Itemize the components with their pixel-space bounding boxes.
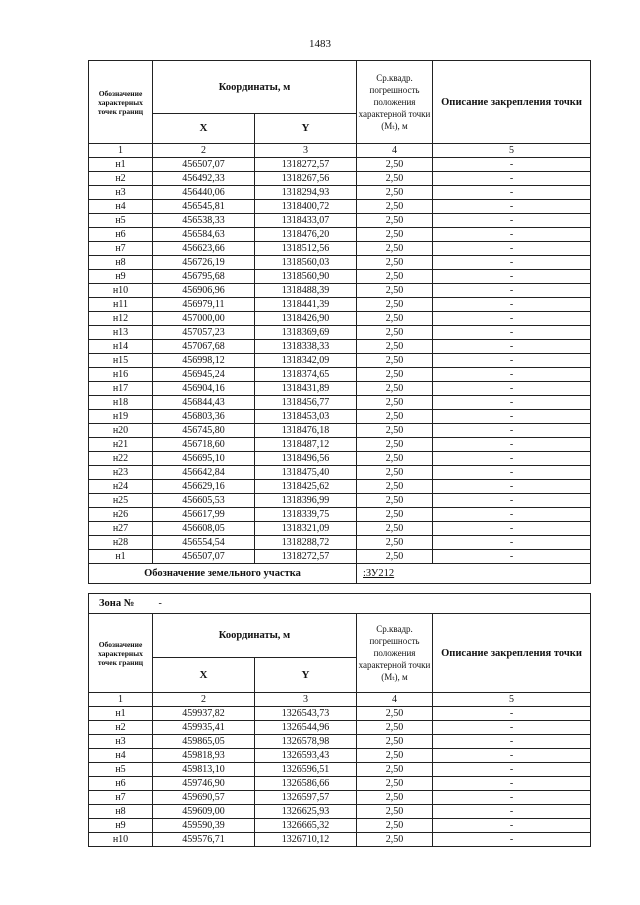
error-value: 2,50	[357, 158, 433, 172]
table-row	[89, 214, 591, 228]
y-coordinate: 1318512,56	[255, 242, 357, 256]
table-row	[89, 791, 591, 805]
y-coordinate: 1326597,57	[255, 791, 357, 805]
y-coordinate: 1318476,18	[255, 424, 357, 438]
description: -	[433, 270, 591, 284]
description: -	[433, 242, 591, 256]
y-coordinate: 1318267,56	[255, 172, 357, 186]
point-name: н12	[89, 312, 153, 326]
error-value: 2,50	[357, 791, 433, 805]
description: -	[433, 805, 591, 819]
error-value: 2,50	[357, 819, 433, 833]
table-row	[89, 707, 591, 721]
point-name: н5	[89, 763, 153, 777]
y-coordinate: 1318272,57	[255, 158, 357, 172]
x-coordinate: 456803,36	[153, 410, 255, 424]
y-coordinate: 1326593,43	[255, 749, 357, 763]
x-coordinate: 459576,71	[153, 833, 255, 847]
y-coordinate: 1318425,62	[255, 480, 357, 494]
description: -	[433, 200, 591, 214]
y-coordinate: 1326625,93	[255, 805, 357, 819]
y-coordinate: 1318374,65	[255, 368, 357, 382]
error-value: 2,50	[357, 424, 433, 438]
y-coordinate: 1318288,72	[255, 536, 357, 550]
y-coordinate: 1326586,66	[255, 777, 357, 791]
column-number: 4	[357, 693, 433, 707]
error-value: 2,50	[357, 438, 433, 452]
column-numbers-row	[89, 693, 591, 707]
header-y: Y	[255, 658, 357, 693]
error-value: 2,50	[357, 508, 433, 522]
parcel-value: :ЗУ212	[357, 564, 591, 584]
column-number: 1	[89, 144, 153, 158]
point-name: н18	[89, 396, 153, 410]
error-value: 2,50	[357, 494, 433, 508]
table-row	[89, 256, 591, 270]
header-error: Ср.квадр. погрешность положения характерной точки (Mₜ), м	[357, 61, 433, 144]
header-point-label: Обозначение характерных точек границ	[89, 614, 153, 693]
error-value: 2,50	[357, 707, 433, 721]
error-value: 2,50	[357, 172, 433, 186]
parcel-row	[89, 564, 591, 584]
x-coordinate: 456844,43	[153, 396, 255, 410]
x-coordinate: 459690,57	[153, 791, 255, 805]
table-row	[89, 536, 591, 550]
description: -	[433, 312, 591, 326]
error-value: 2,50	[357, 805, 433, 819]
point-name: н22	[89, 452, 153, 466]
table-row	[89, 438, 591, 452]
table-row	[89, 466, 591, 480]
x-coordinate: 456726,19	[153, 256, 255, 270]
description: -	[433, 172, 591, 186]
table-row	[89, 354, 591, 368]
description: -	[433, 256, 591, 270]
y-coordinate: 1318396,99	[255, 494, 357, 508]
x-coordinate: 457067,68	[153, 340, 255, 354]
column-number: 4	[357, 144, 433, 158]
x-coordinate: 456795,68	[153, 270, 255, 284]
y-coordinate: 1318476,20	[255, 228, 357, 242]
error-value: 2,50	[357, 536, 433, 550]
table-row	[89, 452, 591, 466]
table-row	[89, 763, 591, 777]
table-row	[89, 284, 591, 298]
zone-label: Зона №	[89, 594, 153, 614]
error-value: 2,50	[357, 763, 433, 777]
x-coordinate: 456617,99	[153, 508, 255, 522]
x-coordinate: 456906,96	[153, 284, 255, 298]
description: -	[433, 508, 591, 522]
x-coordinate: 456998,12	[153, 354, 255, 368]
description: -	[433, 791, 591, 805]
x-coordinate: 457057,23	[153, 326, 255, 340]
point-name: н9	[89, 819, 153, 833]
point-name: н7	[89, 242, 153, 256]
description: -	[433, 721, 591, 735]
description: -	[433, 466, 591, 480]
y-coordinate: 1318488,39	[255, 284, 357, 298]
y-coordinate: 1318487,12	[255, 438, 357, 452]
y-coordinate: 1318338,33	[255, 340, 357, 354]
column-number: 1	[89, 693, 153, 707]
x-coordinate: 456507,07	[153, 158, 255, 172]
column-number: 2	[153, 144, 255, 158]
x-coordinate: 457000,00	[153, 312, 255, 326]
y-coordinate: 1318321,09	[255, 522, 357, 536]
error-value: 2,50	[357, 382, 433, 396]
error-value: 2,50	[357, 550, 433, 564]
point-name: н5	[89, 214, 153, 228]
y-coordinate: 1318560,03	[255, 256, 357, 270]
y-coordinate: 1318400,72	[255, 200, 357, 214]
column-number: 3	[255, 693, 357, 707]
error-value: 2,50	[357, 340, 433, 354]
table-row	[89, 172, 591, 186]
header-coordinates: Координаты, м	[153, 614, 357, 658]
error-value: 2,50	[357, 284, 433, 298]
header-y: Y	[255, 114, 357, 144]
error-value: 2,50	[357, 242, 433, 256]
coordinates-table-1	[88, 60, 591, 584]
table-row	[89, 200, 591, 214]
description: -	[433, 707, 591, 721]
y-coordinate: 1318560,90	[255, 270, 357, 284]
point-name: н6	[89, 777, 153, 791]
page-number: 1483	[309, 38, 331, 50]
table-row	[89, 833, 591, 847]
table-row	[89, 326, 591, 340]
error-value: 2,50	[357, 270, 433, 284]
table-row	[89, 508, 591, 522]
description: -	[433, 424, 591, 438]
y-coordinate: 1318272,57	[255, 550, 357, 564]
x-coordinate: 459746,90	[153, 777, 255, 791]
table-row	[89, 410, 591, 424]
point-name: н2	[89, 721, 153, 735]
x-coordinate: 456979,11	[153, 298, 255, 312]
point-name: н1	[89, 707, 153, 721]
y-coordinate: 1318441,39	[255, 298, 357, 312]
description: -	[433, 536, 591, 550]
description: -	[433, 735, 591, 749]
y-coordinate: 1318426,90	[255, 312, 357, 326]
column-number: 5	[433, 144, 591, 158]
y-coordinate: 1326578,98	[255, 735, 357, 749]
error-value: 2,50	[357, 749, 433, 763]
header-coordinates: Координаты, м	[153, 61, 357, 114]
error-value: 2,50	[357, 326, 433, 340]
x-coordinate: 456745,80	[153, 424, 255, 438]
x-coordinate: 456492,33	[153, 172, 255, 186]
x-coordinate: 456584,63	[153, 228, 255, 242]
point-name: н14	[89, 340, 153, 354]
table-row	[89, 298, 591, 312]
error-value: 2,50	[357, 200, 433, 214]
x-coordinate: 459865,05	[153, 735, 255, 749]
x-coordinate: 456545,81	[153, 200, 255, 214]
error-value: 2,50	[357, 833, 433, 847]
description: -	[433, 438, 591, 452]
error-value: 2,50	[357, 312, 433, 326]
table-row	[89, 424, 591, 438]
point-name: н8	[89, 805, 153, 819]
error-value: 2,50	[357, 735, 433, 749]
table-row	[89, 228, 591, 242]
description: -	[433, 452, 591, 466]
x-coordinate: 456904,16	[153, 382, 255, 396]
y-coordinate: 1318342,09	[255, 354, 357, 368]
x-coordinate: 456538,33	[153, 214, 255, 228]
y-coordinate: 1318475,40	[255, 466, 357, 480]
table-row	[89, 368, 591, 382]
column-number: 5	[433, 693, 591, 707]
description: -	[433, 833, 591, 847]
table-row	[89, 721, 591, 735]
y-coordinate: 1318433,07	[255, 214, 357, 228]
y-coordinate: 1318453,03	[255, 410, 357, 424]
table-row	[89, 735, 591, 749]
description: -	[433, 819, 591, 833]
x-coordinate: 456440,06	[153, 186, 255, 200]
table-row	[89, 312, 591, 326]
point-name: н3	[89, 735, 153, 749]
parcel-label: Обозначение земельного участка	[89, 564, 357, 584]
description: -	[433, 368, 591, 382]
error-value: 2,50	[357, 480, 433, 494]
description: -	[433, 396, 591, 410]
point-name: н26	[89, 508, 153, 522]
point-name: н1	[89, 158, 153, 172]
point-name: н24	[89, 480, 153, 494]
description: -	[433, 354, 591, 368]
coordinates-table-2	[88, 593, 591, 847]
header-x: X	[153, 114, 255, 144]
x-coordinate: 456623,66	[153, 242, 255, 256]
y-coordinate: 1326710,12	[255, 833, 357, 847]
x-coordinate: 459609,00	[153, 805, 255, 819]
point-name: н3	[89, 186, 153, 200]
description: -	[433, 382, 591, 396]
table-row	[89, 270, 591, 284]
error-value: 2,50	[357, 228, 433, 242]
x-coordinate: 459813,10	[153, 763, 255, 777]
header-point-label: Обозначение характерных точек границ	[89, 61, 153, 144]
zone-row	[89, 594, 591, 614]
y-coordinate: 1326544,96	[255, 721, 357, 735]
point-name: н20	[89, 424, 153, 438]
error-value: 2,50	[357, 410, 433, 424]
point-name: н8	[89, 256, 153, 270]
table-row	[89, 494, 591, 508]
error-value: 2,50	[357, 354, 433, 368]
header-description: Описание закрепления точки	[433, 614, 591, 693]
point-name: н19	[89, 410, 153, 424]
description: -	[433, 340, 591, 354]
point-name: н21	[89, 438, 153, 452]
description: -	[433, 777, 591, 791]
table-row	[89, 396, 591, 410]
x-coordinate: 459590,39	[153, 819, 255, 833]
x-coordinate: 456718,60	[153, 438, 255, 452]
table-row	[89, 382, 591, 396]
x-coordinate: 456642,84	[153, 466, 255, 480]
description: -	[433, 550, 591, 564]
point-name: н27	[89, 522, 153, 536]
point-name: н23	[89, 466, 153, 480]
column-number: 2	[153, 693, 255, 707]
y-coordinate: 1318369,69	[255, 326, 357, 340]
point-name: н17	[89, 382, 153, 396]
table-row	[89, 186, 591, 200]
table-row	[89, 749, 591, 763]
description: -	[433, 763, 591, 777]
table-row	[89, 819, 591, 833]
error-value: 2,50	[357, 452, 433, 466]
column-number: 3	[255, 144, 357, 158]
error-value: 2,50	[357, 368, 433, 382]
x-coordinate: 456629,16	[153, 480, 255, 494]
x-coordinate: 456554,54	[153, 536, 255, 550]
table-row	[89, 522, 591, 536]
table-row	[89, 777, 591, 791]
y-coordinate: 1318431,89	[255, 382, 357, 396]
point-name: н10	[89, 833, 153, 847]
column-numbers-row	[89, 144, 591, 158]
header-error: Ср.квадр. погрешность положения характерной точки (Mₜ), м	[357, 614, 433, 693]
point-name: н28	[89, 536, 153, 550]
description: -	[433, 284, 591, 298]
error-value: 2,50	[357, 522, 433, 536]
description: -	[433, 228, 591, 242]
description: -	[433, 480, 591, 494]
y-coordinate: 1318339,75	[255, 508, 357, 522]
point-name: н16	[89, 368, 153, 382]
error-value: 2,50	[357, 466, 433, 480]
point-name: н1	[89, 550, 153, 564]
table-row	[89, 158, 591, 172]
x-coordinate: 456507,07	[153, 550, 255, 564]
x-coordinate: 459818,93	[153, 749, 255, 763]
description: -	[433, 749, 591, 763]
x-coordinate: 456608,05	[153, 522, 255, 536]
table-row	[89, 480, 591, 494]
point-name: н15	[89, 354, 153, 368]
table-row	[89, 340, 591, 354]
point-name: н11	[89, 298, 153, 312]
zone-value: -	[153, 594, 591, 614]
error-value: 2,50	[357, 721, 433, 735]
description: -	[433, 326, 591, 340]
error-value: 2,50	[357, 186, 433, 200]
table-row	[89, 805, 591, 819]
y-coordinate: 1318496,56	[255, 452, 357, 466]
description: -	[433, 214, 591, 228]
error-value: 2,50	[357, 256, 433, 270]
table-row	[89, 242, 591, 256]
description: -	[433, 410, 591, 424]
error-value: 2,50	[357, 214, 433, 228]
point-name: н10	[89, 284, 153, 298]
y-coordinate: 1326596,51	[255, 763, 357, 777]
point-name: н2	[89, 172, 153, 186]
y-coordinate: 1318294,93	[255, 186, 357, 200]
table-row	[89, 550, 591, 564]
description: -	[433, 158, 591, 172]
point-name: н4	[89, 200, 153, 214]
x-coordinate: 456605,53	[153, 494, 255, 508]
description: -	[433, 298, 591, 312]
point-name: н4	[89, 749, 153, 763]
point-name: н7	[89, 791, 153, 805]
x-coordinate: 459937,82	[153, 707, 255, 721]
y-coordinate: 1318456,77	[255, 396, 357, 410]
point-name: н6	[89, 228, 153, 242]
point-name: н13	[89, 326, 153, 340]
error-value: 2,50	[357, 396, 433, 410]
error-value: 2,50	[357, 298, 433, 312]
y-coordinate: 1326543,73	[255, 707, 357, 721]
point-name: н9	[89, 270, 153, 284]
x-coordinate: 459935,41	[153, 721, 255, 735]
point-name: н25	[89, 494, 153, 508]
header-description: Описание закрепления точки	[433, 61, 591, 144]
error-value: 2,50	[357, 777, 433, 791]
y-coordinate: 1326665,32	[255, 819, 357, 833]
description: -	[433, 522, 591, 536]
header-x: X	[153, 658, 255, 693]
description: -	[433, 186, 591, 200]
x-coordinate: 456945,24	[153, 368, 255, 382]
x-coordinate: 456695,10	[153, 452, 255, 466]
description: -	[433, 494, 591, 508]
